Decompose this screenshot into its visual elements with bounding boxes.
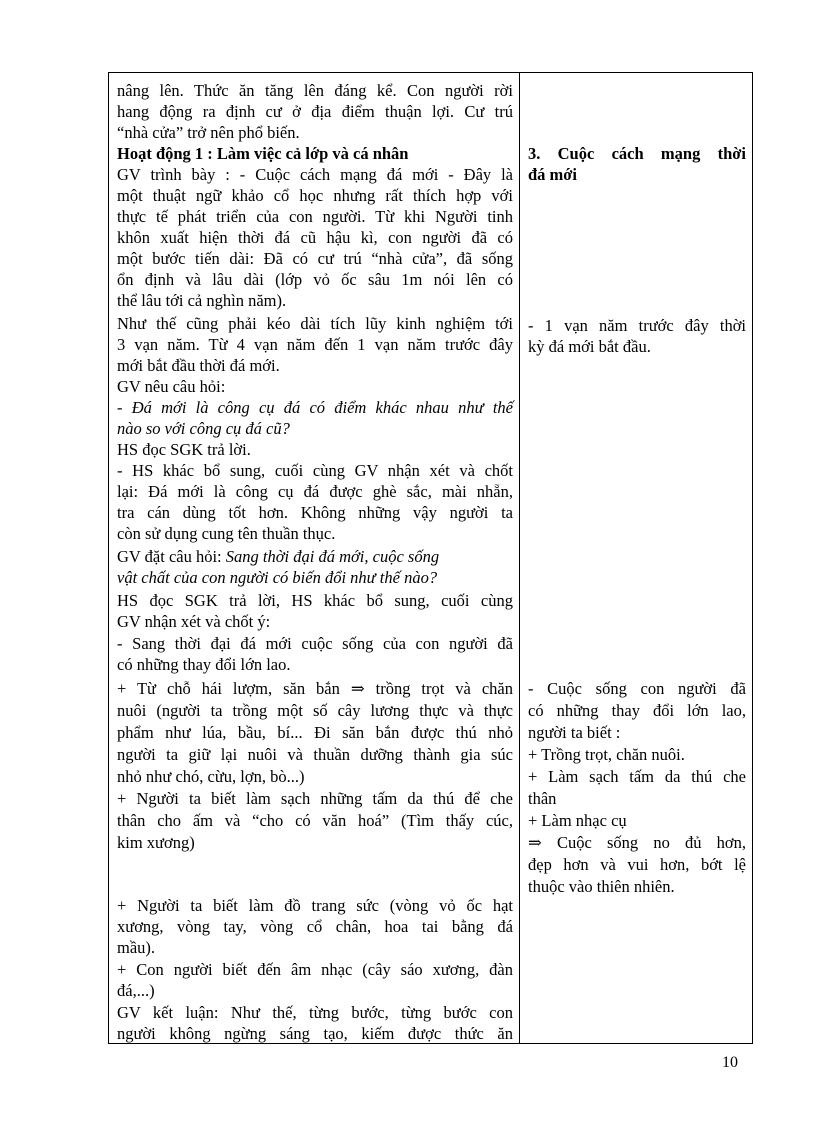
text-line: đá,...)	[117, 981, 155, 1000]
text-line: xương, vòng tay, vòng cổ chân, hoa tai bằng đá	[117, 917, 513, 936]
text-line: - Sang thời đại đá mới cuộc sống của con người đã	[117, 634, 513, 653]
question-lead: GV đặt câu hỏi:	[117, 547, 226, 566]
text-line: HS đọc SGK trả lời.	[117, 440, 251, 459]
text-line: lại: Đá mới là công cụ đá được ghè sắc, mài nhẵn,	[117, 482, 513, 501]
text-line: - 1 vạn năm trước đây thời	[528, 316, 746, 335]
text-line: người ta giữ lại nuôi và thuần dưỡng thành gia súc	[117, 745, 513, 764]
text-line: thân	[528, 789, 557, 808]
text-line: - HS khác bổ sung, cuối cùng GV nhận xét và chốt	[117, 461, 513, 480]
text-line: một bước tiến dài: Đã có cư trú “nhà cửa”, đã sống	[117, 249, 513, 268]
text-line: thể lâu tới cả nghìn năm).	[117, 291, 287, 310]
text-line: HS đọc SGK trả lời, HS khác bổ sung, cuối cùng	[117, 591, 513, 610]
text-line: tra cán dùng tốt hơn. Không những vậy người ta	[117, 503, 513, 522]
text-line: GV kết luận: Như thế, từng bước, từng bước con	[117, 1003, 513, 1022]
text-line: + Người ta biết làm sạch những tấm da thú để che	[117, 789, 513, 808]
text-line: 3 vạn năm. Từ 4 vạn năm đến 1 vạn năm trước đây	[117, 335, 513, 354]
text-line: đẹp hơn và vui hơn, bớt lệ	[528, 855, 746, 874]
text-line: GV trình bày : - Cuộc cách mạng đá mới - Đây là	[117, 165, 513, 184]
lesson-table	[108, 72, 753, 1044]
section-heading: 3. Cuộc cách mạng thời	[528, 144, 746, 163]
text-line: + Trồng trọt, chăn nuôi.	[528, 745, 685, 764]
text-line: mới bắt đầu thời đá mới.	[117, 356, 280, 375]
text-line: - Cuộc sống con người đã	[528, 679, 746, 698]
text-line: + Người ta biết làm đồ trang sức (vòng vỏ ốc hạt	[117, 896, 513, 915]
text-line: nâng lên. Thức ăn tăng lên đáng kể. Con người rời	[117, 81, 513, 100]
text-line: còn sử dụng cung tên thuần thục.	[117, 524, 336, 543]
text-line: nhỏ như chó, cừu, lợn, bò...)	[117, 767, 305, 786]
text-line: thân cho ấm và “cho có văn hoá” (Tìm thấy cúc,	[117, 811, 513, 830]
question-line: nào so với công cụ đá cũ?	[117, 419, 290, 438]
text-line: kim xương)	[117, 833, 195, 852]
text-line	[117, 546, 513, 567]
page-number: 10	[722, 1054, 738, 1071]
text-line: ổn định và lâu dài (lớp vỏ ốc sâu 1m nói lên có	[117, 270, 513, 289]
text-line: GV nêu câu hỏi:	[117, 377, 226, 396]
text-line: thực tế phát triển của con người. Từ khi Người tinh	[117, 207, 513, 226]
text-line: GV nhận xét và chốt ý:	[117, 612, 271, 631]
text-line: hang động ra định cư ở địa điểm thuận lợi. Cư trú	[117, 102, 513, 121]
text-line: người không ngừng sáng tạo, kiếm được thức ăn	[117, 1024, 513, 1043]
section-heading: đá mới	[528, 165, 578, 184]
text-line: “nhà cửa” trở nên phổ biến.	[117, 123, 300, 142]
text-line: người ta biết :	[528, 723, 621, 742]
text-line: + Con người biết đến âm nhạc (cây sáo xương, đàn	[117, 960, 513, 979]
question-text: Sang thời đại đá mới, cuộc sống	[225, 547, 440, 566]
activity-heading: Hoạt động 1 : Làm việc cả lớp và cá nhân	[117, 144, 409, 163]
text-line: thuộc vào thiên nhiên.	[528, 877, 675, 896]
content-column	[520, 73, 753, 1044]
text-line: phẩm như lúa, bầu, bí... Đi săn bắn được thú nhỏ	[117, 723, 513, 742]
text-line: khôn xuất hiện thời đá cũ hậu kì, con người đã có	[117, 228, 513, 247]
text-line: + Làm nhạc cụ	[528, 811, 627, 830]
text-line: + Từ chỗ hái lượm, săn bắn ⇒ trồng trọt và chăn	[117, 679, 513, 698]
text-line: có những thay đổi lớn lao,	[528, 701, 746, 720]
text-line: một thuật ngữ khảo cổ học nhưng rất thích hợp với	[117, 186, 513, 205]
text-line: + Làm sạch tấm da thú che	[528, 767, 746, 786]
text-line: kỳ đá mới bắt đầu.	[528, 337, 651, 356]
text-line: có những thay đổi lớn lao.	[117, 655, 291, 674]
text-line: mầu).	[117, 938, 156, 957]
text-line: nuôi (người ta trồng một số cây lương thực và thực	[117, 701, 513, 720]
text-line: Như thế cũng phải kéo dài tích lũy kinh nghiệm tới	[117, 314, 513, 333]
activity-column	[109, 73, 520, 1044]
text-line: ⇒ Cuộc sống no đủ hơn,	[528, 833, 746, 852]
question-line: - Đá mới là công cụ đá có điểm khác nhau như thế	[117, 398, 513, 417]
question-line: vật chất của con người có biến đổi như thế nào?	[117, 568, 438, 587]
